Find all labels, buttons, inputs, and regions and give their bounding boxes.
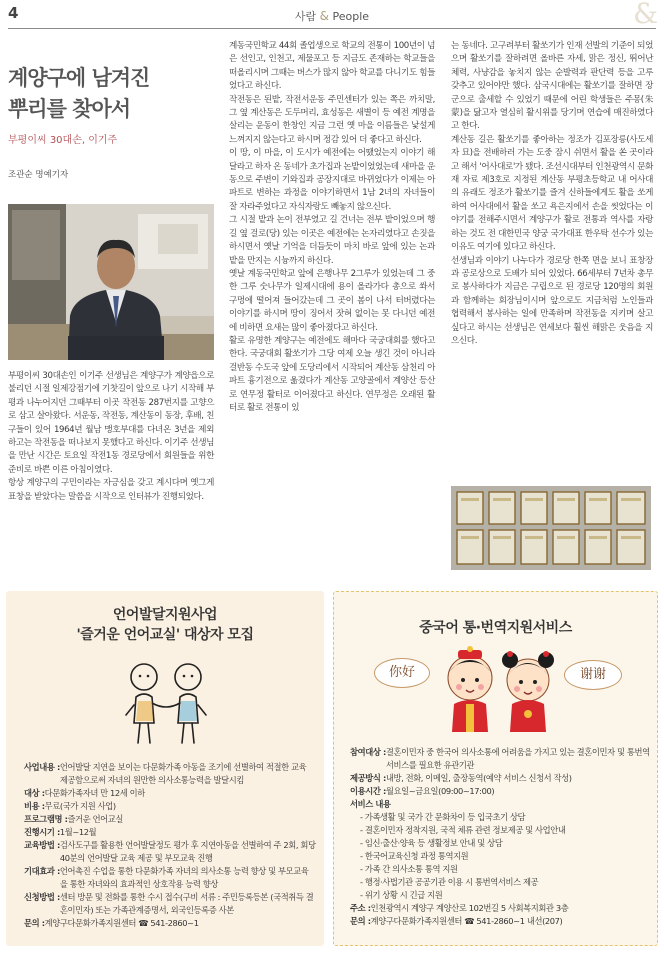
info-row	[24, 891, 316, 917]
section-title-right: People	[332, 10, 370, 23]
language-program-title-line1: 언어발달지원사업	[112, 607, 218, 623]
translation-service-info	[350, 746, 650, 928]
info-row	[350, 746, 650, 772]
article-title-line2: 뿌리를 찾아서	[8, 96, 131, 121]
chinese-children-icon	[440, 642, 558, 734]
info-label: 진행시기 :	[24, 827, 60, 837]
article-title-line1: 계양구에 남겨진	[8, 65, 150, 90]
service-item: - 결혼이민자 정착지원, 국적 체류 관련 정보제공 및 사업안내	[360, 825, 566, 835]
article-paragraph: 그 시절 밭과 논이 전부였고 길 건너는 전부 밭이었으며 행길 옆 걸로(당) 있는 이곳은 예전에는 논자리였다고 손짓을 하시면서 옛날 기억을 더듬듯이 마치 바로 앞에 있는 논과 밭을 만지는 시늉까지 하신다.	[229, 215, 435, 266]
info-row	[350, 785, 650, 798]
info-label: 신청방법 :	[24, 892, 60, 902]
service-item: - 임신·출산·양육 등 생활정보 안내 및 상담	[360, 838, 503, 848]
info-row	[24, 800, 316, 813]
info-label: 대상 :	[24, 788, 45, 798]
translation-service-title: 중국어 통·번역지원서비스	[419, 620, 572, 636]
service-item: - 위기 상황 시 긴급 지원	[360, 890, 443, 900]
info-row	[24, 813, 316, 826]
info-label: 서비스 내용	[350, 799, 391, 809]
article-subtitle: 부평이씨 30대손, 이기주	[8, 135, 118, 146]
contact-value: 계양구다문화가족지원센터 ☎ 541-2860~1 내선(207)	[370, 916, 563, 926]
info-label: 프로그램명 :	[24, 814, 68, 824]
article-paragraph: 항상 계양구의 구민이라는 자긍심을 갖고 계시다며 옛그게 표창을 받았다는 말씀을 시작으로 인터뷰가 진행되었다.	[8, 478, 214, 502]
info-row	[24, 826, 316, 839]
article-column-2	[229, 40, 435, 415]
section-title	[0, 8, 664, 24]
service-item: - 가족 간 의사소통 통역 지원	[360, 864, 458, 874]
header-divider	[8, 28, 656, 29]
info-value: 센터 방문 및 전화를 통한 수시 접수(구비 서류 : 주민등록등본 (국적취득 결혼이민자) 또는 가족관계증명서, 외국인등록증 사본	[59, 892, 314, 915]
language-program-info	[24, 761, 316, 930]
article-paragraph: 선생님과 이야기 나누다가 경로당 한쪽 면을 보니 표창장과 공로상으로 도배가 되어 있었다. 66세부터 7년차 총무로 봉사하다가 지금은 구립으로 된 경로당 120명의 회원과 함께하는 회장님이시며 앞으로도 지금처럼 노인들과 협력해서 봉사하는 일에 만족하며 작전동을 지키며 살고 싶다고 하시는 선생님은 연세보다 훨씬 해맑은 웃음을 지으신다.	[451, 255, 653, 346]
children-holding-hands-icon	[118, 657, 214, 749]
article-byline: 조관순 명예기자	[8, 170, 69, 180]
article-paragraph: 이 땅, 이 마을, 이 도시가 예전에는 어땠었는지 이야기 해달라고 하자 온 동네가 초가집과 논밭이었었는데 새마을 운동으로 주변이 기와집과 공장지대로 바뀌었다가 이제는 아파트로 변하는 과정을 이야기하면서 1남 2녀의 자녀들이 잘 자라주었다고 자식자랑도 빼놓지 않으신다.	[229, 148, 435, 212]
info-value: 검사도구를 활용한 언어발달정도 평가 후 지연아동을 선별하여 주 2회, 회당 40분의 언어발달 교육 제공 및 부모교육 진행	[59, 840, 316, 863]
article-column-1	[8, 370, 214, 504]
speech-bubble-hello	[374, 658, 430, 688]
info-row	[350, 772, 650, 785]
info-value: 결혼이민자 중 한국어 의사소통에 어려움을 가지고 있는 결혼이민자 및 통번역서비스를 필요한 유관기관	[385, 747, 650, 770]
article-paragraph: 부평이씨 30대손인 이기주 선생님은 계양구가 계양읍으로 불리던 시절 일제강점기에 기찻길이 앞으로 나기 시작해 부평과 나누어지던 그때부터 이곳 작전동 287번지를 고향으로 삼고 살아왔다. 서운동, 작전동, 계산동이 동장, 후배, 친구들이 있어 1964년 월남 맹호부대를 다녀온 3년을 제외하고는 작전동을 떠나보지 못했다고 하신다. 이기주 선생님을 만난 시간은 토요일 작전1동 경로당에서 회원들을 위한 준비로 바쁜 이른 아침이였다.	[8, 371, 214, 475]
plaques-photo	[451, 486, 651, 570]
info-row	[24, 761, 316, 787]
portrait-photo	[8, 204, 214, 360]
info-label: 제공방식 :	[350, 773, 386, 783]
info-label: 사업내용 :	[24, 762, 60, 772]
section-title-amp: &	[319, 9, 330, 23]
info-label: 기대효과 :	[24, 866, 60, 876]
speech-bubble-hello-text: 你好	[388, 665, 415, 680]
portrait-illustration	[8, 204, 214, 360]
info-row	[350, 798, 650, 811]
article-paragraph: 옛날 계동국민학교 앞에 은행나무 2그루가 있었는데 그 중 한 그루 숫나무가 일제시대에 용이 올라가다 총으로 쏴서 구멍에 떨어져 들어갔는데 그 곳이 봄이 나서 터버렸다는 이야기를 하시며 땅이 징어서 잣혀 없이는 못 다니던 예전에 비하면 요새는 많이 좋아졌다고 하신다.	[229, 268, 435, 333]
info-value: 언어촉진 수업을 통한 다문화가족 자녀의 의사소통 능력 향상 및 부모교육을 통한 자녀와의 효과적인 상호작용 능력 향상	[59, 866, 309, 889]
page-header	[0, 0, 664, 30]
info-row	[24, 787, 316, 800]
info-value: 1월~12월	[59, 827, 97, 837]
language-program-title-line2: '즐거운 언어교실' 대상자 모집	[76, 627, 254, 643]
article-paragraph: 는 동네다. 고구려부터 활쏘기가 인재 선발의 기준이 되었으며 활쏘기를 잘하려면 올바른 자세, 맑은 정신, 뛰어난 체력, 사냥감을 놓치지 않는 순발력과 판단력 등을 고루 갖추고 있어야만 했다. 삼국시대에는 활쏘기를 잘하면 장군으로 출세할 수 있었기 때문에 어린 학생들은 주몽(朱蒙)을 닮고자 열심히 활시위를 당기며 연습에 매진하였다고 한다.	[451, 41, 653, 132]
language-program-title	[6, 605, 324, 645]
speech-bubble-thanks-text: 谢谢	[579, 667, 606, 682]
article-paragraph: 계산동 길은 활쏘기를 좋아하는 정조가 김포장릉(사도세자 묘)을 전배하러 가는 도중 잠시 쉬면서 활을 쏜 곳이라고 해서 '어사대로'가 됐다. 조선시대부터 인천광역시 문화재 자료 제3호로 지정된 계산동 부평초등학교 내 어사대의 유래도 정조가 활쏘기를 즐겨 신하들에게도 활을 쏘게 하여 어사대에서 활을 쏘고 욕은지에서 손을 씻었다는 이야기를 전해주시면서 계양구가 활로 전통과 역사를 자랑하는 것도 전 대한민국 양궁 국가대표 한우탁 선수가 있는 이유도 여기에 있다고 하신다.	[451, 134, 653, 253]
service-item: - 행정·사법기관 공공기관 이용 시 통번역서비스 제공	[360, 877, 539, 887]
address-value: 인천광역시 계양구 계양산로 102번길 5 사회복지회관 3층	[370, 903, 569, 913]
article-paragraph: 계동국민학교 44회 졸업생으로 학교의 전통이 100년이 넘은 선인고, 인천고, 제물포고 등 지금도 존재하는 학교들을 떠올리시며 그때는 버스가 많지 않아 학교를 다니기도 힘들었다고 하신다.	[229, 41, 435, 92]
plaques-illustration	[451, 486, 651, 570]
info-label: 이용시간 :	[350, 786, 386, 796]
info-row	[24, 839, 316, 865]
info-label: 참여대상 :	[350, 747, 386, 757]
info-value: 다문화가족자녀 만 12세 이하	[44, 788, 145, 798]
info-label: 문의 :	[350, 916, 371, 926]
info-label: 문의 :	[24, 918, 45, 928]
info-row	[24, 865, 316, 891]
page-number: 4	[8, 4, 19, 22]
article-paragraph: 작전동은 된밭, 작전서운동 주민센터가 있는 쪽은 까치말, 그 옆 계산동은 도두머리, 효성동은 새별이 등 예전 계명을 살리는 운동이 한창인 지금 그런 옛 마을 이름들은 낯설게 느껴지지 않는다고 하시며 정감 있어 더 좋다고 하신다.	[229, 94, 435, 145]
article-paragraph: 활로 유명한 계양구는 예전에도 해마다 국궁대회를 했다고 한다. 국궁대회 활쏘기가 그당 여제 오늘 생긴 것이 아니라 걸반동 수도국 앞에 도당리에서 시작되어 계산동 삼천리 아파트 흉기전으로 옮겼다가 계산동 고양골에서 계양산 등산로 연무정 활터로 이어졌다고 하신다. 연무정은 오래된 활터로 활로 전통이 있	[229, 335, 435, 413]
service-item: - 한국어교육신청 과정 통역지원	[360, 851, 469, 861]
info-value: 계양구다문화가족지원센터 ☎ 541-2860~1	[44, 918, 199, 928]
info-label: 비용 :	[24, 801, 45, 811]
info-label: 교육방법 :	[24, 840, 60, 850]
info-row	[350, 902, 650, 915]
info-value: 언어발달 지연을 보이는 다문화가족 아동을 조기에 선별하여 적절한 교육 제공함으로써 자녀의 원만한 의사소통능력을 발달시킴	[59, 762, 307, 785]
section-title-left: 사람	[294, 10, 317, 23]
info-value: 월요일~금요일(09:00~17:00)	[385, 786, 495, 796]
info-row	[24, 917, 316, 930]
service-item: - 가족생활 및 국가 간 문화차이 등 입국초기 상담	[360, 812, 526, 822]
info-label: 주소 :	[350, 903, 371, 913]
info-value: 내방, 전화, 이메일, 출장동역(예약 서비스 신청서 작성)	[385, 773, 572, 783]
decorative-ampersand: &	[633, 0, 658, 30]
speech-bubble-thanks	[564, 660, 622, 690]
language-program-box	[6, 591, 324, 946]
translation-service-box	[333, 591, 658, 946]
article-title	[8, 62, 208, 124]
article-column-3	[451, 40, 653, 348]
info-value: 무료(국가 지원 사업)	[44, 801, 116, 811]
info-row	[350, 915, 650, 928]
info-value: 즐거운 언어교실	[67, 814, 124, 824]
